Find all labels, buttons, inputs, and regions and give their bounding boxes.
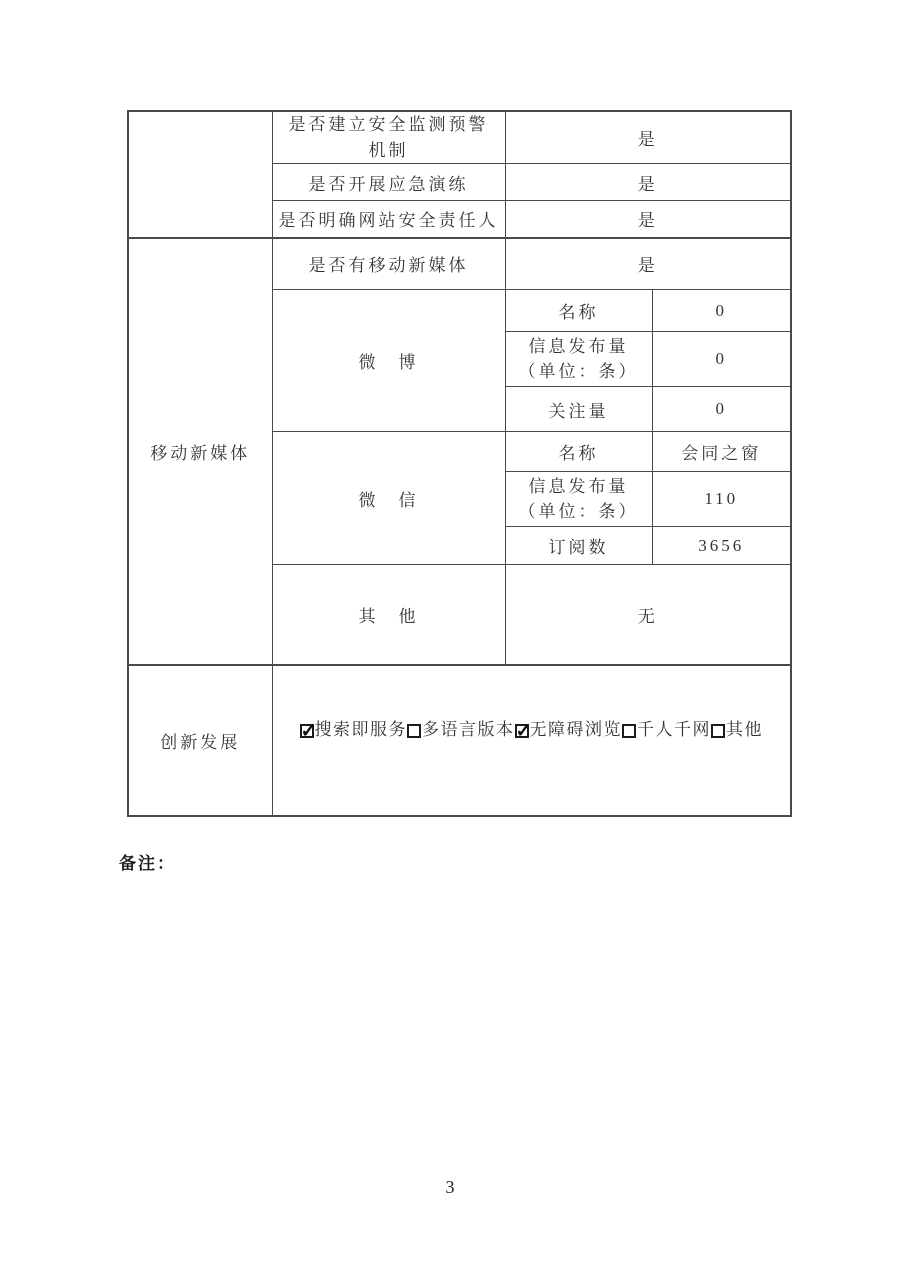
security-group-cell-empty	[128, 111, 272, 238]
security-question-monitoring	[272, 111, 505, 164]
innovation-option	[711, 715, 763, 740]
weibo-followers-label: 关注量	[505, 387, 652, 432]
security-answer-responsible: 是	[505, 201, 791, 238]
option-label: 多语言版本	[422, 719, 515, 739]
innovation-option	[407, 715, 515, 740]
annual-report-table	[127, 110, 792, 817]
checkbox-search-as-service-icon	[300, 724, 314, 738]
has-mobile-question: 是否有移动新媒体	[272, 238, 505, 290]
posts-label-line-1: 信息发布量	[528, 476, 629, 496]
wechat-subscribers-label: 订阅数	[505, 527, 652, 565]
option-label: 其他	[726, 719, 763, 739]
other-media-value: 无	[505, 565, 791, 665]
innovation-options-row	[273, 715, 791, 740]
option-label: 搜索即服务	[314, 719, 407, 739]
wechat-name-label: 名称	[505, 432, 652, 472]
security-question-responsible: 是否明确网站安全责任人	[272, 201, 505, 238]
innovation-option	[622, 715, 711, 740]
posts-label-line-1: 信息发布量	[528, 336, 629, 356]
weibo-label: 微 博	[272, 290, 505, 432]
remark-label: 备注：	[119, 854, 176, 873]
weibo-followers-value: 0	[652, 387, 791, 432]
wechat-name-value: 会同之窗	[652, 432, 791, 472]
page-number: 3	[445, 1177, 455, 1197]
weibo-posts-value: 0	[652, 332, 791, 387]
checkbox-other-icon	[711, 724, 725, 738]
weibo-name-value: 0	[652, 290, 791, 332]
weibo-name-label: 名称	[505, 290, 652, 332]
option-label: 千人千网	[637, 719, 711, 739]
weibo-posts-label	[505, 332, 652, 387]
mobile-group-label: 移动新媒体	[128, 238, 272, 665]
innovation-group-label: 创新发展	[128, 665, 272, 816]
wechat-subscribers-value: 3656	[652, 527, 791, 565]
innovation-options-cell	[272, 665, 791, 816]
checkbox-personalized-web-icon	[622, 724, 636, 738]
wechat-label: 微 信	[272, 432, 505, 565]
security-answer-drill: 是	[505, 164, 791, 201]
checkbox-multilingual-icon	[407, 724, 421, 738]
posts-label-line-2: （单位：条）	[518, 502, 639, 521]
question-line-2: 机制	[368, 140, 409, 160]
security-question-drill: 是否开展应急演练	[272, 164, 505, 201]
wechat-posts-label	[505, 472, 652, 527]
other-media-label: 其 他	[272, 565, 505, 665]
innovation-option	[515, 715, 623, 740]
wechat-posts-value: 110	[652, 472, 791, 527]
checkbox-accessibility-icon	[515, 724, 529, 738]
has-mobile-answer: 是	[505, 238, 791, 290]
innovation-option	[300, 715, 408, 740]
question-line-1: 是否建立安全监测预警	[288, 115, 489, 134]
security-answer-monitoring: 是	[505, 111, 791, 164]
posts-label-line-2: （单位：条）	[518, 362, 639, 381]
option-label: 无障碍浏览	[529, 719, 622, 739]
